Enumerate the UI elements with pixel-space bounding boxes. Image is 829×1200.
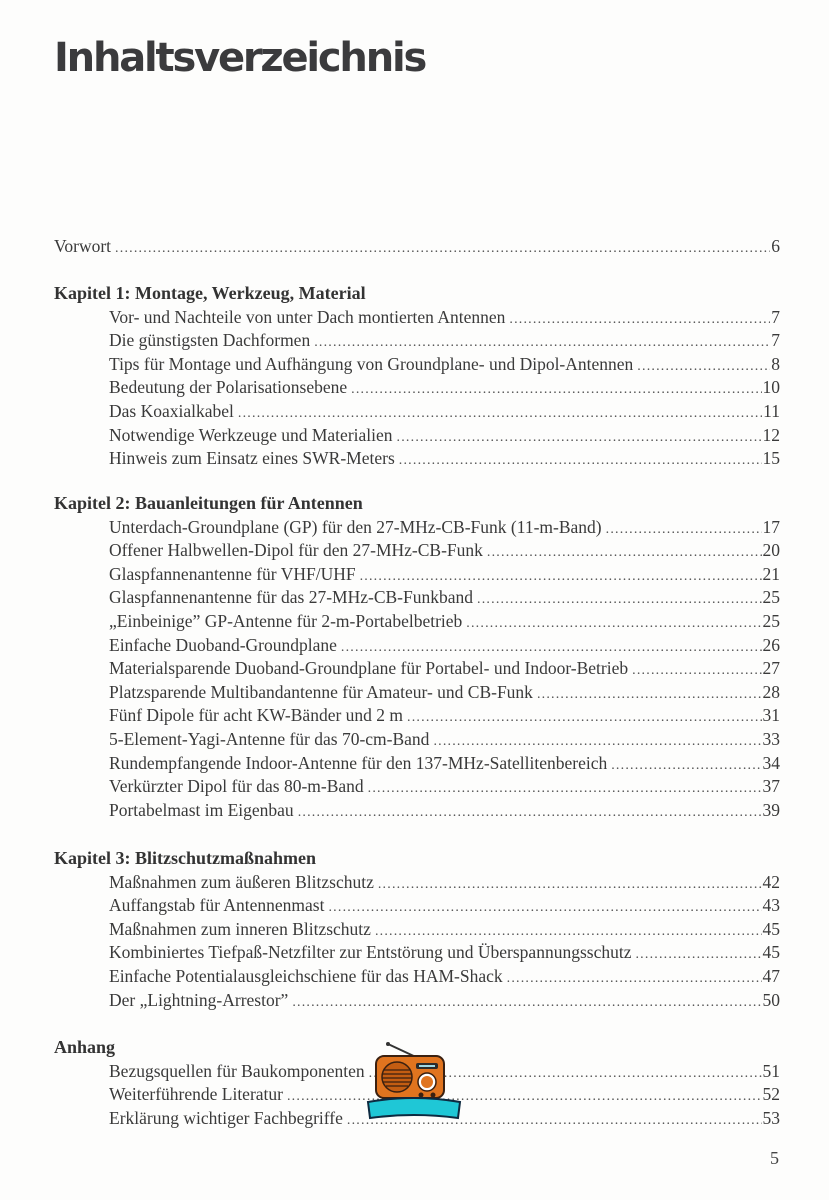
toc-entry[interactable] bbox=[0, 399, 829, 423]
toc-entry-page: 52 bbox=[762, 1084, 780, 1105]
toc-entry-label: Notwendige Werkzeuge und Materialien bbox=[109, 424, 393, 445]
toc-entry[interactable] bbox=[0, 423, 829, 447]
toc-entry[interactable] bbox=[0, 538, 829, 562]
toc-entry-page: 34 bbox=[762, 752, 780, 773]
toc-entry[interactable] bbox=[0, 656, 829, 680]
toc-entry-label: Maßnahmen zum äußeren Blitzschutz bbox=[109, 871, 374, 892]
chapter-heading: Kapitel 1: Montage, Werkzeug, Material bbox=[54, 283, 366, 303]
toc-entry[interactable] bbox=[0, 917, 829, 941]
toc-entry[interactable] bbox=[0, 964, 829, 988]
radiosammlung-watermark-logo bbox=[364, 1040, 464, 1120]
toc-entry[interactable] bbox=[0, 988, 829, 1012]
chapter-heading: Kapitel 2: Bauanleitungen für Antennen bbox=[54, 493, 363, 513]
toc-entry-page: 25 bbox=[762, 587, 780, 608]
toc-entry-page: 7 bbox=[771, 306, 780, 327]
toc-entry-label: Materialsparende Duoband-Groundplane für Portabel- und Indoor-Betrieb bbox=[109, 658, 629, 679]
dot-leader bbox=[298, 801, 762, 825]
toc-entry-page: 26 bbox=[762, 634, 780, 655]
toc-entry-page: 39 bbox=[762, 799, 780, 820]
toc-entry-label: Das Koaxialkabel bbox=[109, 401, 234, 421]
toc-entry-label: Weiterführende Literatur bbox=[109, 1084, 283, 1105]
toc-entry[interactable] bbox=[0, 774, 829, 798]
toc-entry-page: 43 bbox=[762, 895, 780, 916]
toc-entry-label: Offener Halbwellen-Dipol für den 27-MHz-CB-Funk bbox=[109, 540, 483, 561]
toc-entry[interactable] bbox=[0, 446, 829, 470]
toc-entry[interactable] bbox=[0, 375, 829, 399]
toc-entry-label: Der „Lightning-Arrestor” bbox=[109, 989, 289, 1010]
toc-entry-page: 25 bbox=[762, 611, 780, 631]
toc-entry-label: Kombiniertes Tiefpaß-Netzfilter zur Entstörung und Überspannungsschutz bbox=[109, 942, 632, 963]
toc-entry[interactable] bbox=[0, 562, 829, 586]
dot-leader bbox=[399, 449, 762, 473]
toc-entry-label: Glaspfannenantenne für das 27-MHz-CB-Funkband bbox=[109, 587, 474, 608]
chapter-heading: Anhang bbox=[54, 1037, 116, 1057]
toc-entry-page: 45 bbox=[762, 918, 780, 939]
toc-entry[interactable] bbox=[0, 798, 829, 822]
toc-entry-page: 12 bbox=[762, 424, 780, 445]
toc-entry[interactable] bbox=[0, 727, 829, 751]
toc-entry-page: 15 bbox=[762, 448, 780, 469]
toc-entry-label: Bezugsquellen für Baukomponenten bbox=[109, 1060, 365, 1081]
toc-entry-label: Platzsparende Multibandantenne für Amateur- und CB-Funk bbox=[109, 681, 533, 702]
toc-entry-label: Verkürzter Dipol für das 80-m-Band bbox=[109, 776, 364, 797]
toc-entry-page: 45 bbox=[762, 942, 780, 963]
toc-entry-label: Fünf Dipole für acht KW-Bänder und 2 m bbox=[109, 705, 404, 726]
page-title: Inhaltsverzeichnis bbox=[54, 35, 426, 81]
toc-entry-page: 42 bbox=[762, 871, 780, 892]
dot-leader bbox=[292, 991, 761, 1015]
toc-entry-label: Erklärung wichtiger Fachbegriffe bbox=[109, 1107, 343, 1128]
toc-entry[interactable] bbox=[0, 703, 829, 727]
toc-entry[interactable] bbox=[0, 893, 829, 917]
toc-entry[interactable] bbox=[0, 352, 829, 376]
page-number: 5 bbox=[770, 1148, 779, 1168]
toc-entry[interactable] bbox=[0, 940, 829, 964]
toc-entry-label: Die günstigsten Dachformen bbox=[109, 330, 311, 351]
toc-entry-label: Bedeutung der Polarisationsebene bbox=[109, 377, 348, 398]
toc-entry-label: Tips für Montage und Aufhängung von Groundplane- und Dipol-Antennen bbox=[109, 353, 634, 374]
toc-entry-label: Unterdach-Groundplane (GP) für den 27-MHz-CB-Funk (11-m-Band) bbox=[109, 516, 602, 537]
toc-entry-label: Auffangstab für Antennenmast bbox=[109, 895, 325, 916]
toc-entry[interactable] bbox=[0, 680, 829, 704]
chapter-heading: Kapitel 3: Blitzschutzmaßnahmen bbox=[54, 848, 317, 868]
toc-entry-page: 21 bbox=[762, 563, 780, 584]
dot-leader bbox=[115, 237, 770, 261]
toc-entry-page: 53 bbox=[762, 1107, 780, 1128]
toc-entry-page: 37 bbox=[762, 776, 780, 797]
toc-entry[interactable] bbox=[0, 585, 829, 609]
toc-entry-label: Einfache Potentialausgleichschiene für das HAM-Shack bbox=[109, 966, 503, 986]
toc-entry-page: 17 bbox=[762, 516, 780, 537]
toc-entry-page: 50 bbox=[762, 989, 780, 1010]
toc-entry-label: Portabelmast im Eigenbau bbox=[109, 799, 294, 820]
toc-entry-page: 33 bbox=[762, 729, 780, 749]
toc-entry-label: „Einbeinige” GP-Antenne für 2-m-Portabelbetrieb bbox=[109, 611, 463, 631]
toc-entry-page: 20 bbox=[762, 540, 780, 561]
toc-entry-page: 28 bbox=[762, 681, 780, 702]
toc-entry-page: 10 bbox=[762, 377, 780, 398]
toc-entry[interactable] bbox=[0, 751, 829, 775]
toc-entry-label: Einfache Duoband-Groundplane bbox=[109, 634, 337, 655]
toc-entry-preface[interactable] bbox=[0, 234, 829, 258]
toc-entry-page: 27 bbox=[762, 658, 780, 679]
toc-entry[interactable] bbox=[0, 305, 829, 329]
toc-entry-page: 7 bbox=[771, 330, 780, 351]
toc-entry-page: 51 bbox=[762, 1060, 780, 1081]
toc-entry-label: Rundempfangende Indoor-Antenne für den 137-MHz-Satellitenbereich bbox=[109, 752, 608, 773]
toc-entry-label: Glaspfannenantenne für VHF/UHF bbox=[109, 563, 356, 584]
toc-entry-label: Hinweis zum Einsatz eines SWR-Meters bbox=[109, 448, 395, 469]
toc-entry[interactable] bbox=[0, 609, 829, 633]
toc-entry-page: 6 bbox=[771, 236, 780, 256]
toc-entry[interactable] bbox=[0, 328, 829, 352]
toc-entry[interactable] bbox=[0, 515, 829, 539]
toc-entry[interactable] bbox=[0, 870, 829, 894]
toc-entry[interactable] bbox=[0, 633, 829, 657]
toc-entry-label: 5-Element-Yagi-Antenne für das 70-cm-Band bbox=[109, 729, 430, 749]
toc-entry-label: Vor- und Nachteile von unter Dach montierten Antennen bbox=[109, 306, 506, 327]
toc-entry-page: 11 bbox=[763, 401, 780, 421]
toc-entry-label: Vorwort bbox=[54, 236, 112, 256]
toc-entry-label: Maßnahmen zum inneren Blitzschutz bbox=[109, 918, 371, 939]
toc-entry-page: 47 bbox=[762, 966, 780, 986]
toc-entry-page: 8 bbox=[771, 353, 780, 374]
toc-entry-page: 31 bbox=[762, 705, 780, 726]
